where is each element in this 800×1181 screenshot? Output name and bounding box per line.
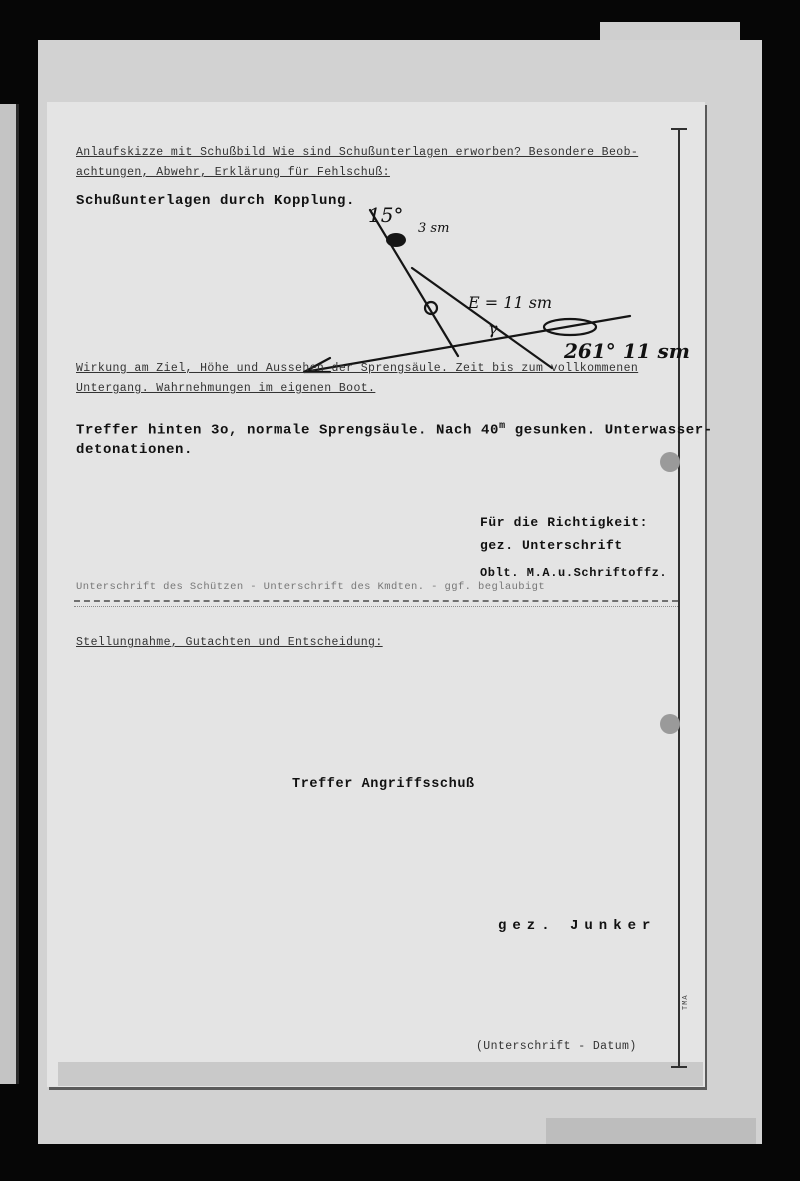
section-divider	[74, 600, 678, 607]
sketch-range-label: 3 sm	[418, 221, 450, 236]
section3-heading: Stellungnahme, Gutachten und Entscheidung:	[76, 636, 383, 649]
signature-date-label: (Unterschrift - Datum)	[476, 1040, 637, 1053]
margin-tick-top	[671, 128, 687, 130]
margin-tick-bottom	[671, 1066, 687, 1068]
effect-text-end: gesunken. Unterwasser-	[505, 422, 713, 439]
effect-entry-line2: detonationen.	[76, 442, 194, 458]
sketch-gamma-label: γ	[488, 319, 498, 338]
certify-line3: Oblt. M.A.u.Schriftoffz.	[480, 566, 668, 580]
decision-entry: Treffer Angriffsschuß	[292, 777, 475, 792]
film-edge-bottom	[546, 1118, 756, 1144]
archive-stamp: TMA	[682, 994, 690, 1010]
punch-hole-upper	[660, 452, 680, 472]
certify-line1: Für die Richtigkeit:	[480, 515, 649, 530]
effect-text: Treffer hinten 3o, normale Sprengsäule. Nach 40	[76, 422, 500, 439]
certify-line2: gez. Unterschrift	[480, 538, 623, 553]
effect-superscript: m	[499, 421, 506, 432]
section2-heading-line2: Untergang. Wahrnehmungen im eigenen Boot.	[76, 382, 376, 395]
signature-row-label: Unterschrift des Schützen - Unterschrift des Kmdten. - ggf. beglaubigt	[76, 581, 546, 593]
section2-heading-line1: Wirkung am Ziel, Höhe und Aussehen der Sprengsäule. Zeit bis zum vollkommenen	[76, 362, 639, 375]
effect-entry-line1	[76, 421, 713, 439]
section1-heading-line2: achtungen, Abwehr, Erklärung für Fehlschuß:	[76, 166, 390, 179]
sketch-torpedo-track	[412, 268, 552, 368]
firing-data-entry: Schußunterlagen durch Kopplung.	[76, 193, 356, 209]
page-bottom-shadow	[58, 1062, 703, 1086]
left-adjacent-page	[0, 104, 16, 1084]
sketch-angle-label: 15°	[368, 203, 404, 227]
sketch-uboat-mark	[386, 233, 406, 247]
signed-by: gez. Junker	[498, 918, 657, 934]
section1-heading-line1: Anlaufskizze mit Schußbild Wie sind Schußunterlagen erworben? Besondere Beob-	[76, 146, 639, 159]
punch-hole-lower	[660, 714, 680, 734]
sketch-course-label: 261° 11 sm	[564, 339, 690, 363]
left-page-shadow	[16, 104, 19, 1084]
sketch-e-label: E = 11 sm	[468, 293, 553, 312]
attack-sketch	[290, 196, 690, 386]
